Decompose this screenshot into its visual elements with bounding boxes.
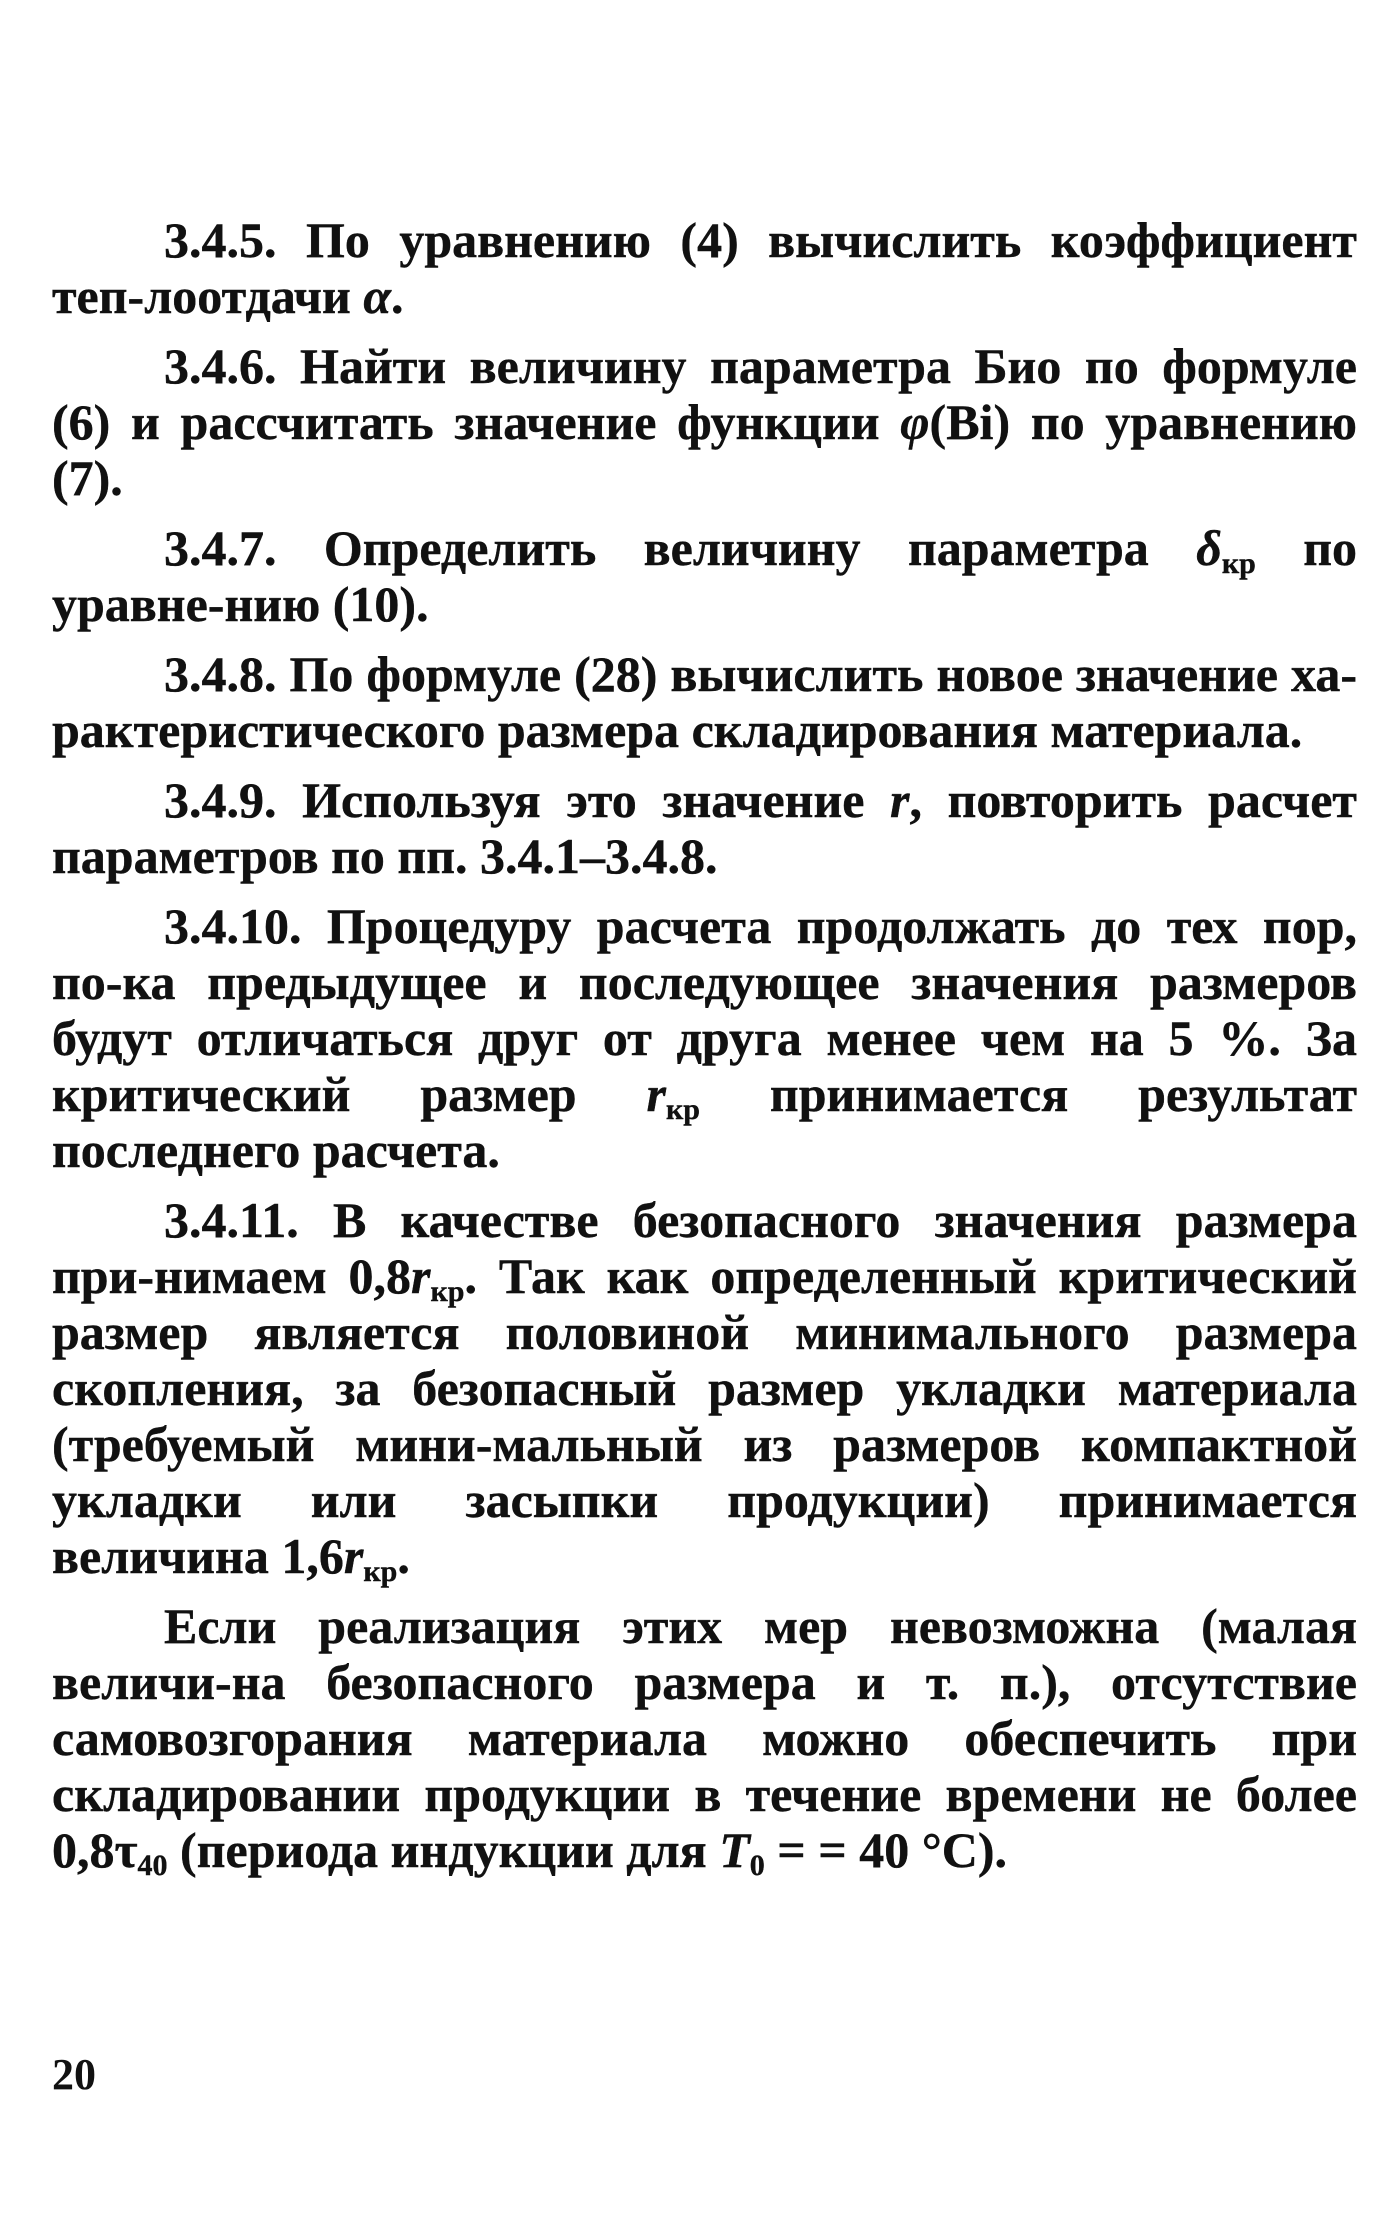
symbol-r: r xyxy=(411,1248,431,1304)
subscript: кр xyxy=(363,1555,398,1588)
paragraph-3-4-5 xyxy=(52,212,1357,324)
symbol-phi: φ xyxy=(900,394,930,450)
symbol-t: T xyxy=(719,1822,750,1878)
text-run: (периода индукции для xyxy=(167,1822,720,1878)
paragraph-3-4-9 xyxy=(52,772,1357,884)
text-run: 3.4.11. В качестве безопасного значения размера при-нимаем 0,8 xyxy=(52,1192,1357,1304)
subscript: кр xyxy=(430,1275,465,1308)
text-run: 3.4.10. Процедуру расчета продолжать до тех пор, по-ка предыдущее и последующее значения размеров будут отличаться друг от друга менее чем на 5 %. За критический размер xyxy=(52,898,1357,1122)
document-body xyxy=(52,212,1357,1882)
text-run: 3.4.5. По уравнению (4) вычислить коэффициент теп-лоотдачи xyxy=(52,212,1357,324)
paragraph-3-4-6 xyxy=(52,338,1357,506)
subscript: 0 xyxy=(749,1849,765,1882)
text-run: . xyxy=(397,1528,410,1584)
paragraph-3-4-8 xyxy=(52,646,1357,758)
page-number: 20 xyxy=(52,2050,96,2099)
text-run: по уравне-нию (10). xyxy=(52,520,1357,632)
text-run: 3.4.9. Используя это значение xyxy=(164,772,891,828)
text-run: . xyxy=(390,268,404,324)
symbol-r: r xyxy=(343,1528,364,1584)
text-run: по уравнению (7). xyxy=(52,394,1357,506)
subscript: кр xyxy=(1221,547,1256,580)
paragraph-alternative-measure xyxy=(52,1598,1357,1882)
subscript: кр xyxy=(665,1093,700,1126)
paragraph-3-4-7 xyxy=(52,520,1357,632)
symbol-alpha: α xyxy=(363,268,391,324)
text-run: , повторить расчет параметров по пп. 3.4.1–3.4.8. xyxy=(52,772,1357,884)
paragraph-3-4-10 xyxy=(52,898,1357,1178)
subscript: 40 xyxy=(137,1849,168,1882)
symbol-r: r xyxy=(890,772,910,828)
symbol-r: r xyxy=(646,1066,666,1122)
symbol-bi: (Bi) xyxy=(929,394,1011,450)
text-run: 3.4.7. Определить величину параметра xyxy=(164,520,1197,576)
paragraph-3-4-11 xyxy=(52,1192,1357,1588)
symbol-delta: δ xyxy=(1196,520,1222,576)
text-run: = = 40 °С). xyxy=(764,1822,1008,1878)
text-run: 3.4.6. Найти величину параметра Био по формуле (6) и рассчитать значение функции xyxy=(52,338,1357,450)
text-run: Если реализация этих мер невозможна (малая величи-на безопасного размера и т. п.), отсутствие самовозгорания материала можно обеспечить при складировании продукции в течение времени не более 0,8τ xyxy=(52,1598,1357,1878)
text-run: принимается результат последнего расчета. xyxy=(52,1066,1357,1178)
text-run: . Так как определенный критический размер является половиной минимального размера скопления, за безопасный размер укладки материала (требуемый мини-мальный из размеров компактной укладки или засыпки продукции) принимается величина 1,6 xyxy=(52,1248,1357,1584)
text-run: 3.4.8. По формуле (28) вычислить новое значение ха-рактеристического размера складирования материала. xyxy=(52,646,1357,758)
